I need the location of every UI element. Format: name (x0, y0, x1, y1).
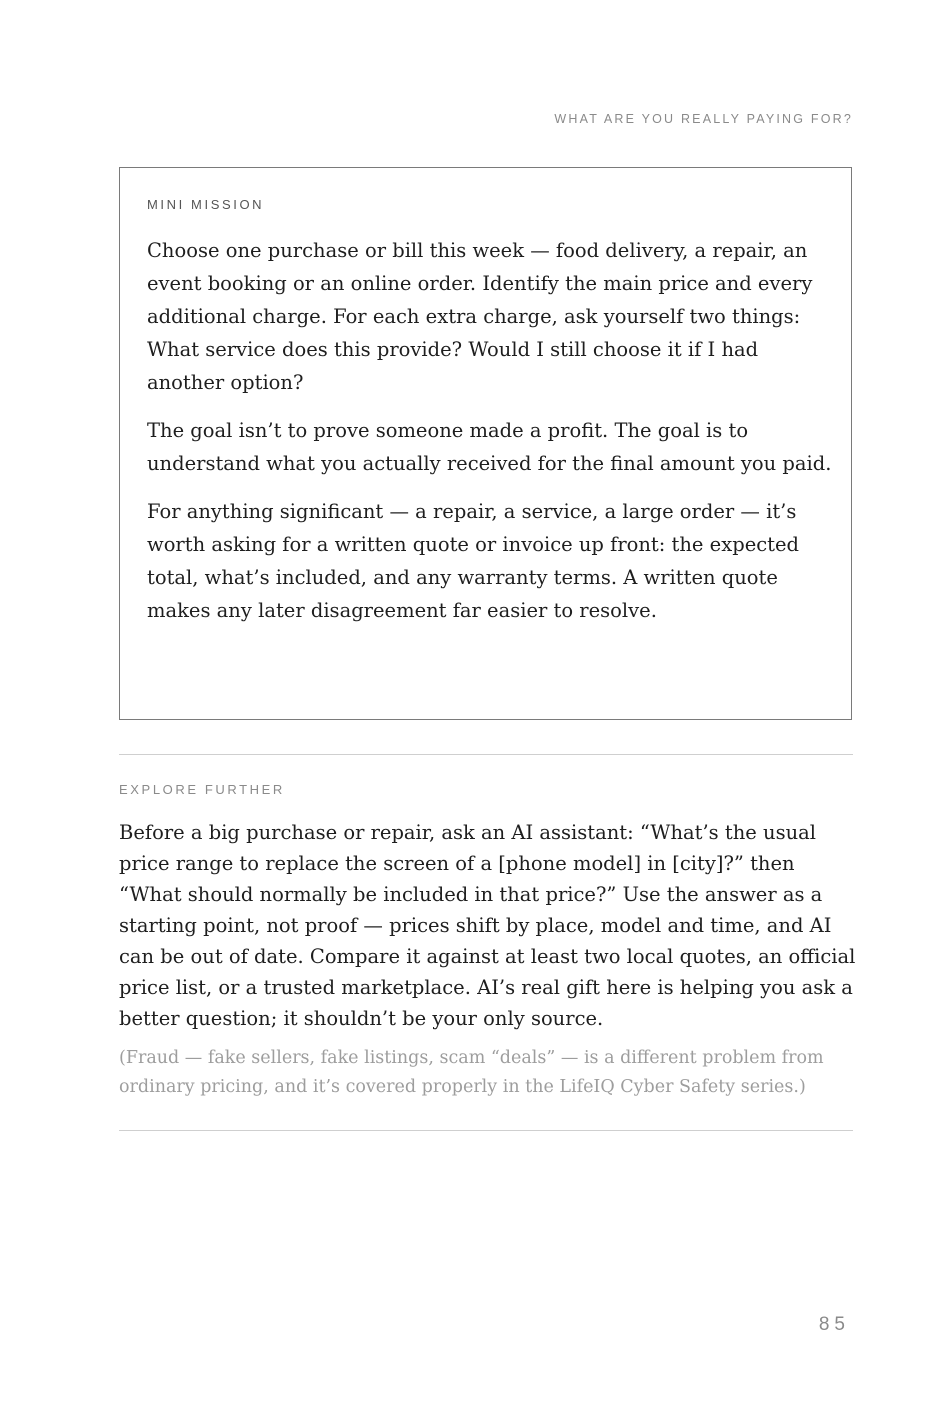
mini-mission-paragraph: The goal isn’t to prove someone made a profit. The goal is to understand what you actually received for the final amount you paid. (147, 419, 832, 475)
mini-mission-box (119, 167, 852, 720)
running-head: WHAT ARE YOU REALLY PAYING FOR? (554, 112, 853, 126)
mini-mission-paragraph: For anything significant — a repair, a service, a large order — it’s worth asking for a written quote or invoice up front: the expected total, what’s included, and any warranty terms. A written quote makes any later disagreement far easier to resolve. (147, 500, 800, 622)
page-number: 85 (818, 1314, 850, 1335)
divider-top (119, 754, 853, 755)
explore-further-body: Before a big purchase or repair, ask an AI assistant: “What’s the usual price range to replace the screen of a [phone model] in [city]?” then “What should normally be included in that price?” Use the answer as a starting point, not proof — prices shift by place, model and time, and AI can be out of date. Compare it against at least two local quotes, an official price list, or a trusted marketplace. AI’s real gift here is helping you ask a better question; it shouldn’t be your only source. (119, 821, 856, 1030)
explore-further-note: (Fraud — fake sellers, fake listings, scam “deals” — is a different problem from ordinary pricing, and it’s covered properly in the LifeIQ Cyber Safety series.) (119, 1048, 824, 1097)
explore-further-label: EXPLORE FURTHER (119, 782, 285, 797)
mini-mission-paragraph: Choose one purchase or bill this week — food delivery, a repair, an event booking or an online order. Identify the main price and every additional charge. For each extra charge, ask yourself two things: What service does this provide? Would I still choose it if I had another option? (147, 239, 813, 394)
divider-bottom (119, 1130, 853, 1131)
mini-mission-text (147, 234, 837, 642)
mini-mission-label: MINI MISSION (147, 197, 265, 212)
